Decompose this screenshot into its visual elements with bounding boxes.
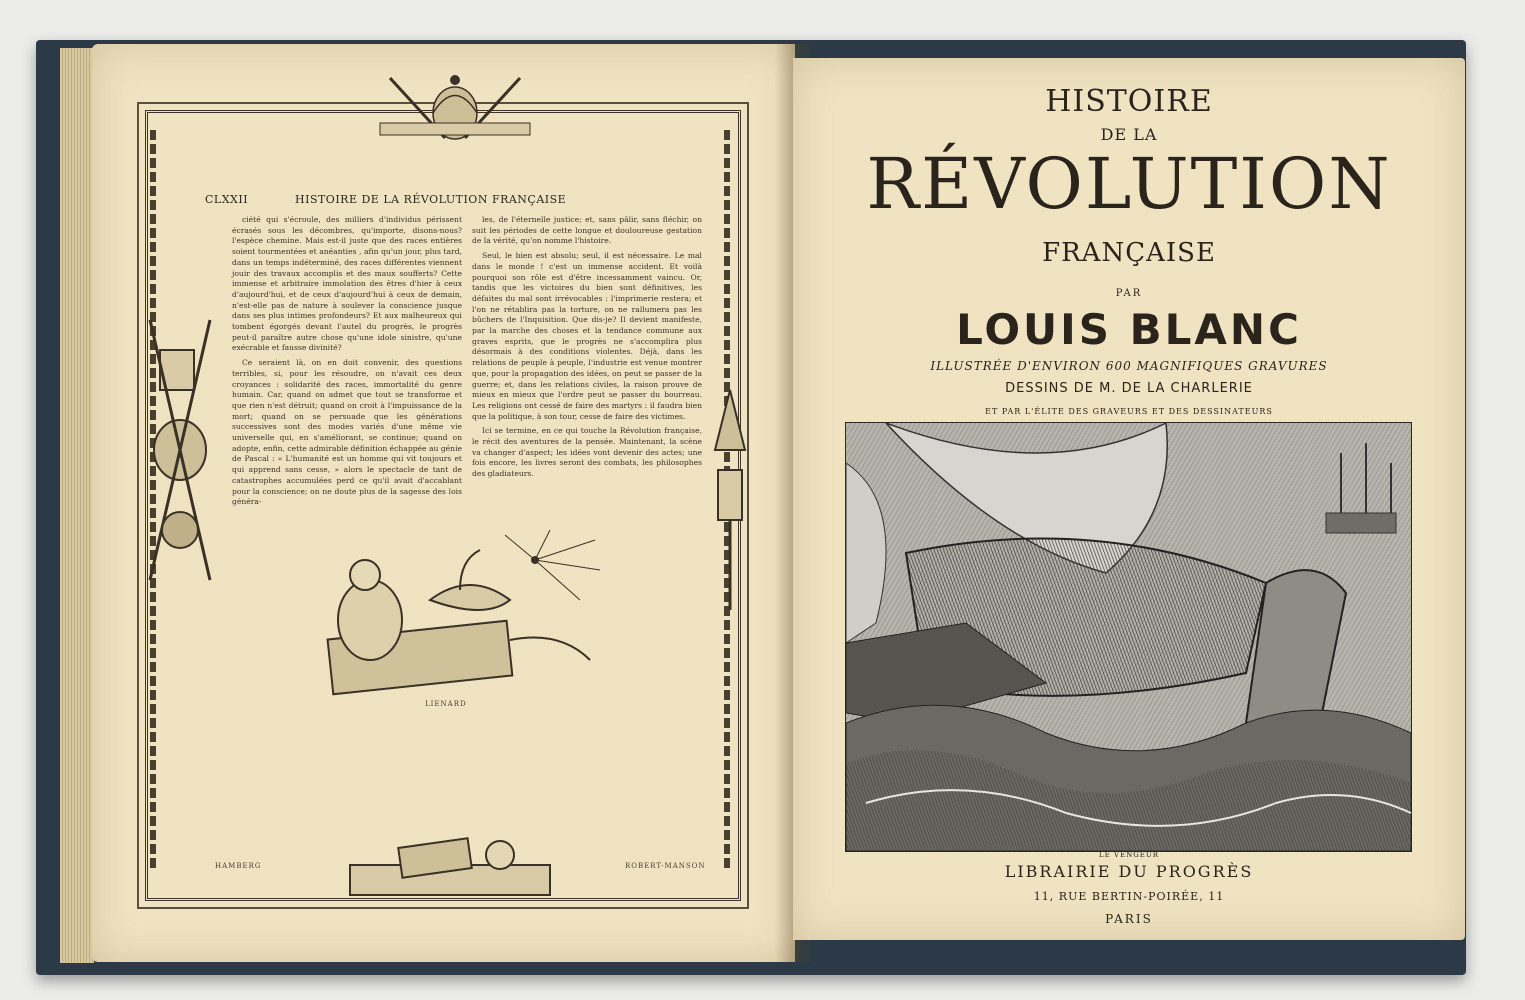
paragraph: Seul, le bien est absolu; seul, il est nécessaire. Le mal dans le monde ! c'est un immense accident. Et voilà pourquoi son rôle est d'être incessamment vaincu. Or, tandis que les victoires du bien sont définitives, les défaites du mal sont irrévocables : l'imprimerie restera; et l'on ne rétablira pas la torture, on ne rallumera pas les bûchers de l'Inquisition. Que dis-je? Il devient manifeste, par la marche des choses et la tendance commune aux graves esprits, que le progrès ne s'accomplira plus désormais à des conditions violentes. Déjà, dans les relations de peuple à peuple, l'industrie est venue montrer que, pour la propagation des idées, on peut se passer de la guerre; et, dans les relations civiles, la raison prouve de mieux en mieux que l'ordre peut se passer du bourreau. Les religions ont cessé de faire des martyrs : il faudra bien que la politique, à son tour, cesse de faire des victimes. [472,251,702,421]
paragraph: Ce seraient là, on en doit convenir, des questions terribles, si, pour les résoudre, on n'avait ces deux croyances : solidarité des races, immortalité du genre humain. Car, quand on admet que tout se transforme et que rien n'est détruit; quand on croit à l'impuissance de la mort; quand on se persuade que les générations successives sont des modes variés d'une même vie universelle qui, en s'améliorant, se continue; quand on adopte, enfin, cette admirable définition échappée au génie de Pascal : « L'humanité est un homme qui vit toujours et qui apprend sans cesse, » alors le spectacle de tant de catastrophes accumulées perd ce qu'il avait d'accablant pour la conscience; on ne doute plus de la sagesse des lois généra- [232,358,462,507]
page-folio: CLXXII [205,193,249,206]
books-ornament [330,835,570,905]
text-column-b [472,215,702,480]
text-column-a [232,215,462,507]
title-francaise: FRANÇAISE [1042,238,1216,268]
cherub-lamp-vignette [310,530,610,710]
paragraph: Ici se termine, en ce qui touche la Révolution française, le récit des aventures de la pensée. Maintenant, la scène va changer d'aspect; les idées vont devenir des actes; une fois encore, les livres seront des combats, les philosophes des gladiateurs. [472,426,702,479]
par-label: PAR [1115,288,1143,299]
publisher-name: LIBRAIRIE DU PROGRÈS [1004,862,1254,881]
shipwreck-engraving [845,422,1412,852]
paragraph: les, de l'éternelle justice; et, sans pâlir, sans fléchir, on suit les périodes de cette longue et douloureuse gestation de la vérité, qu'on nomme l'histoire. [472,215,702,246]
page-edges [60,48,94,963]
title-histoire: HISTOIRE [1045,84,1213,119]
running-title: HISTOIRE DE LA RÉVOLUTION FRANÇAISE [295,193,567,206]
publisher-address: 11, RUE BERTIN-POIRÉE, 11 [1033,890,1225,903]
armor-trophy-ornament [140,300,220,600]
frame-signature-right: ROBERT-MANSON [625,862,706,870]
frame-signature-left: HAMBERG [215,862,262,870]
vignette-signature: LIENARD [425,700,467,708]
author-name: LOUIS BLANC [956,305,1302,354]
engraving-caption: LE VENGEUR [1098,851,1160,859]
publisher-city: PARIS [1105,912,1153,926]
torch-ornament [700,380,760,620]
title-revolution: RÉVOLUTION [866,143,1392,225]
elite-line: ET PAR L'ÉLITE DES GRAVEURS ET DES DESSINATEURS [985,407,1273,416]
illustration-line: ILLUSTRÉE D'ENVIRON 600 MAGNIFIQUES GRAVURES [930,359,1328,373]
title-de-la: DE LA [1100,125,1158,144]
drawings-line: DESSINS DE M. DE LA CHARLERIE [1005,381,1253,396]
paragraph: ciété qui s'écroule, des milliers d'individus périssent écrasés sous les décombres, qu'importe, disons-nous? l'espèce chemine. Mais est-il juste que des races entières soient tourmentées et anéanties , afin qu'un jour, plus tard, dans un temps indéterminé, des races différentes viennent jouir des travaux accomplis et des maux soufferts? Cette immense et arbitraire immolation des êtres d'hier à ceux d'aujourd'hui, et de ceux d'aujourd'hui à ceux de demain, n'est-elle pas de nature à soulever la conscience jusque dans ses plus intimes profondeurs? Et aux malheureux qui tombent égorgés devant l'autel du progrès, le progrès peut-il paraître autre chose qu'une idole sinistre, qu'une exécrable et fausse divinité? [232,215,462,353]
papal-crest-ornament [370,68,540,148]
